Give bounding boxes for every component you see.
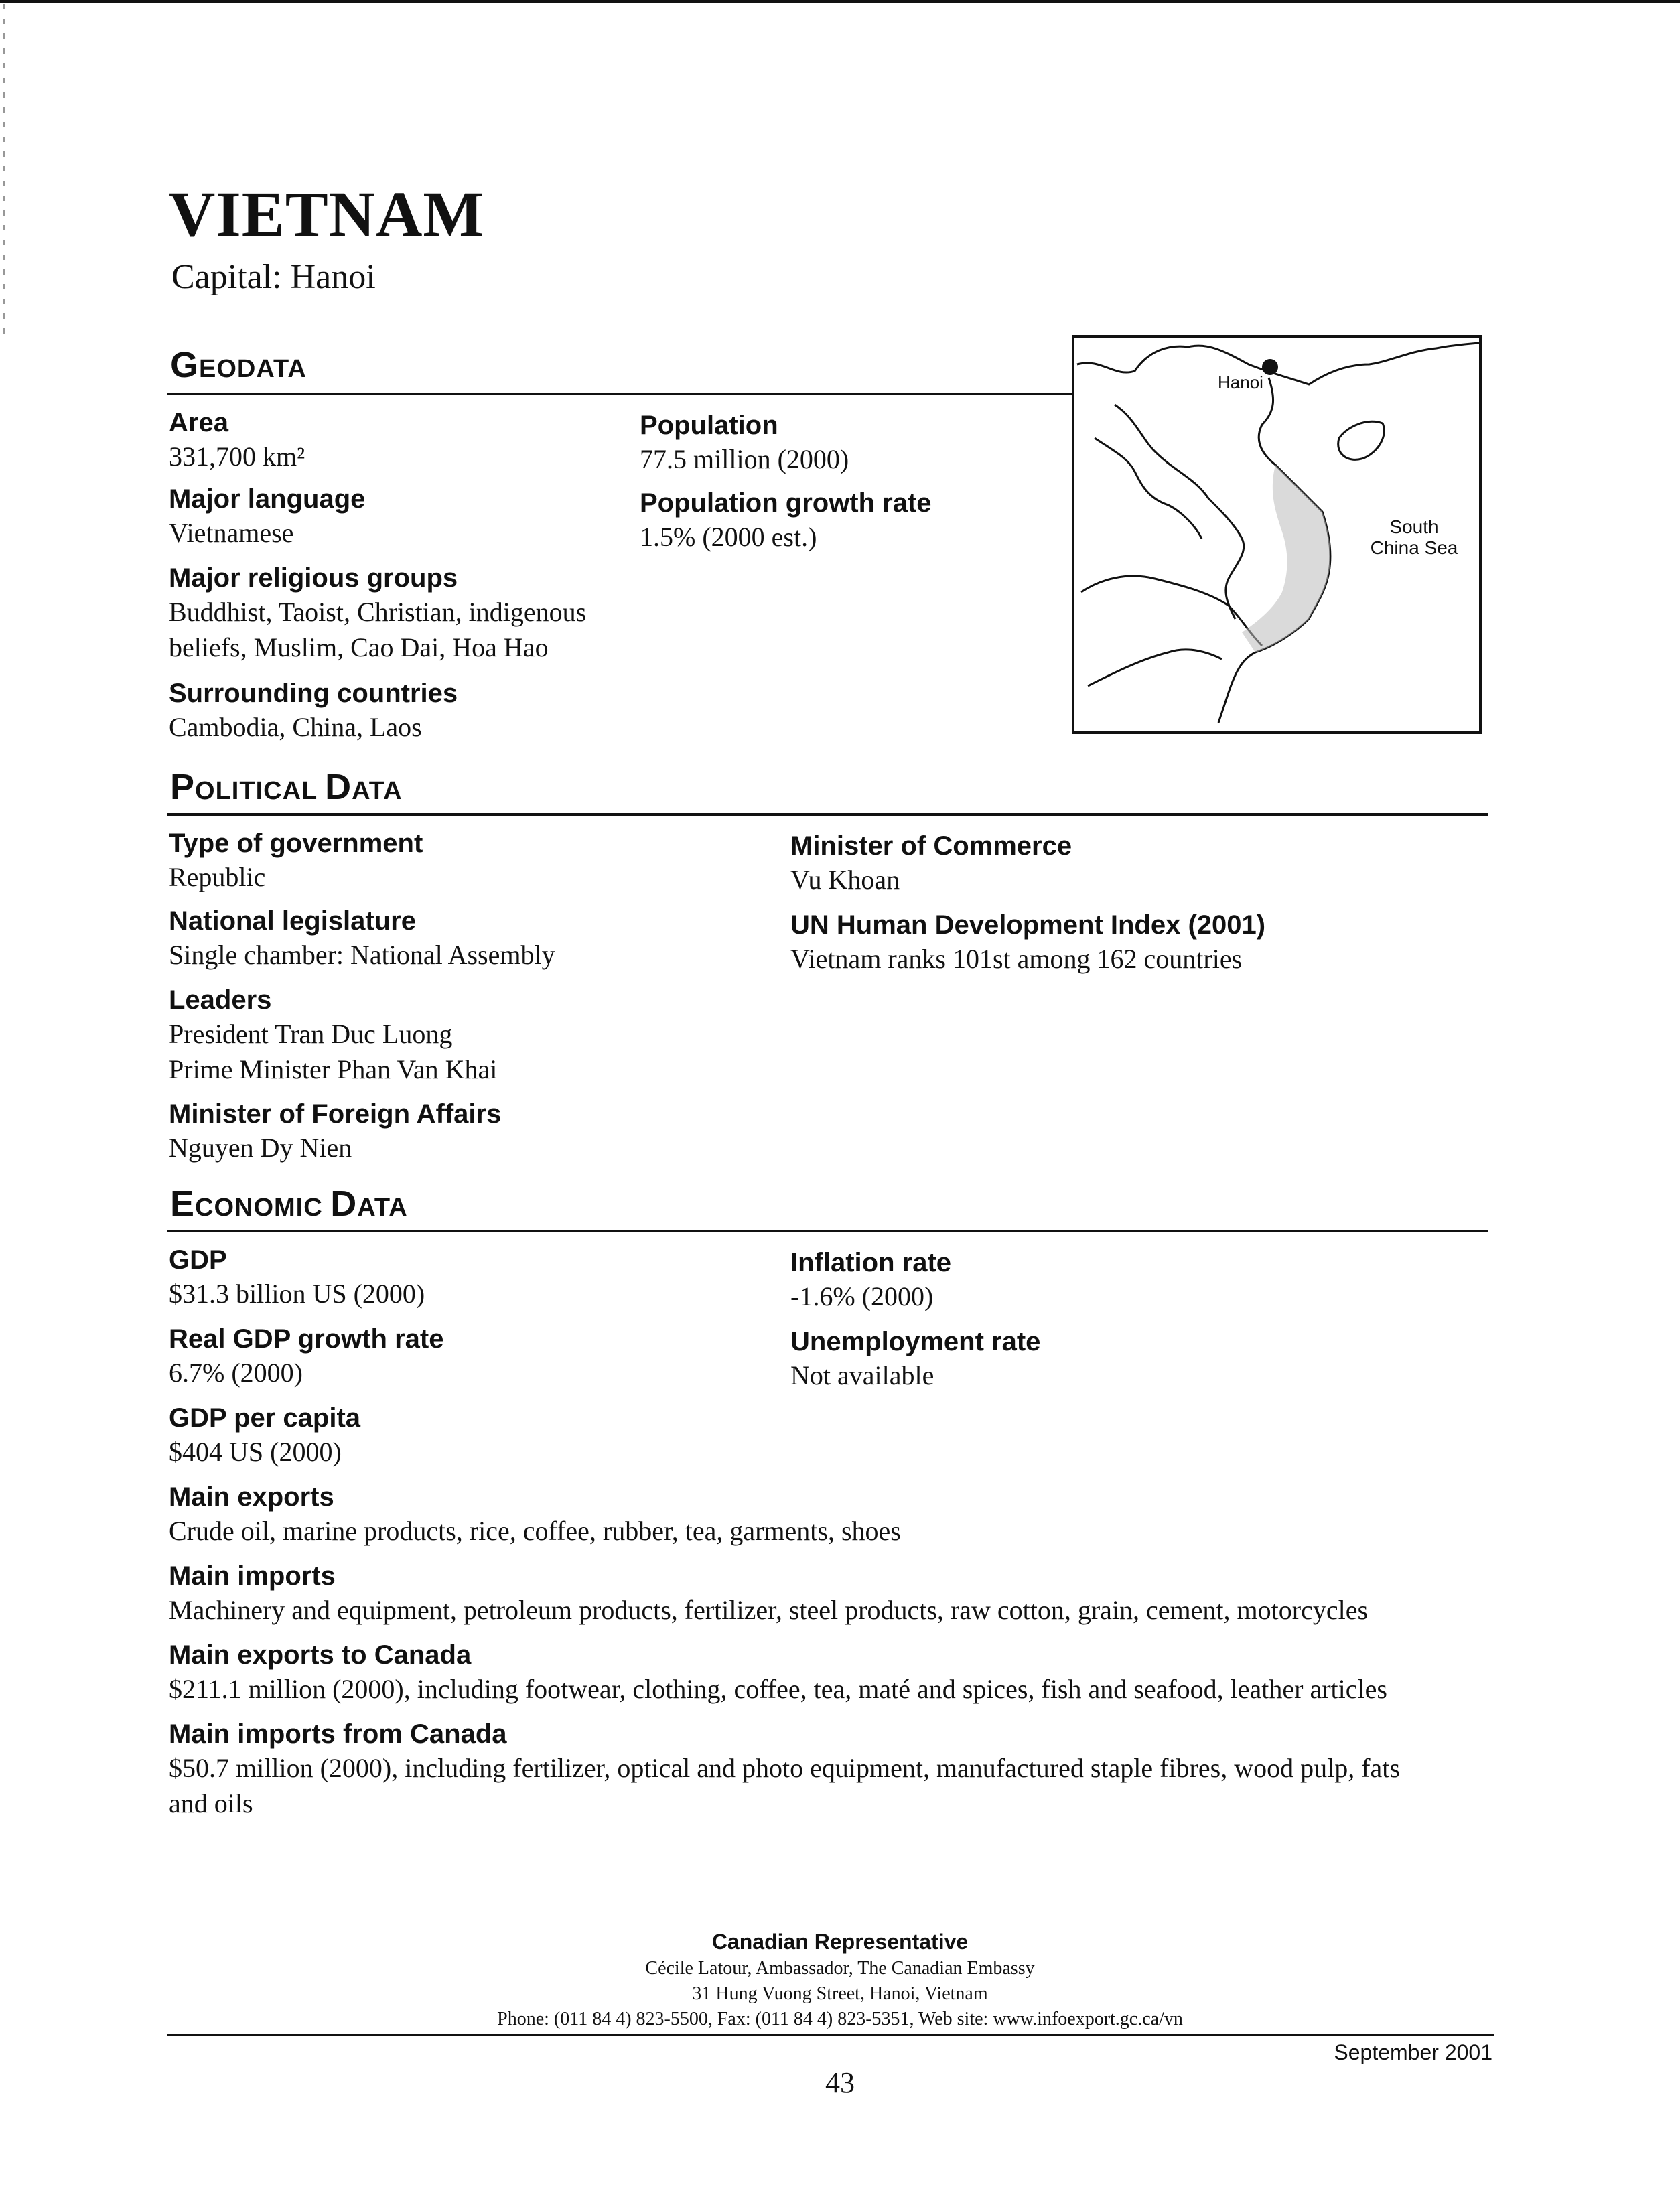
hdi-field [790, 910, 1265, 976]
legislature-field [169, 906, 555, 972]
political-heading-rest2: ATA [352, 777, 403, 805]
government-label: Type of government [169, 829, 423, 858]
population-label: Population [640, 411, 778, 440]
exports-canada-value: $211.1 million (2000), including footwear, clothing, coffee, tea, maté and spices, fish and seafood, leather articles [169, 1674, 1387, 1704]
area-field [169, 407, 305, 474]
political-heading [170, 769, 403, 805]
economic-heading-cap2: D [330, 1184, 358, 1224]
foreign-minister-label: Minister of Foreign Affairs [169, 1099, 502, 1129]
page-number: 43 [825, 2066, 855, 2099]
map-sea-label [1364, 517, 1464, 559]
economic-heading-rest2: ATA [357, 1194, 408, 1222]
inflation-value: -1.6% (2000) [790, 1281, 934, 1311]
imports-canada-value-line2: and oils [169, 1788, 253, 1819]
geodata-heading-cap: G [170, 345, 200, 385]
government-field [169, 828, 423, 894]
commerce-minister-value: Vu Khoan [790, 865, 900, 895]
area-value: 331,700 km² [169, 441, 305, 472]
unemployment-field [790, 1326, 1040, 1393]
footer-date: September 2001 [1334, 2040, 1492, 2064]
exports-canada-label: Main exports to Canada [169, 1640, 472, 1670]
gdp-per-capita-field [169, 1403, 360, 1469]
political-heading-cap1: P [170, 767, 196, 807]
page-title: VIETNAM [169, 178, 485, 250]
inflation-label: Inflation rate [790, 1248, 952, 1277]
commerce-minister-field [790, 831, 1072, 897]
footer-heading: Canadian Representative [711, 1930, 969, 1954]
real-gdp-growth-value: 6.7% (2000) [169, 1358, 303, 1388]
surrounding-value: Cambodia, China, Laos [169, 712, 422, 742]
commerce-minister-label: Minister of Commerce [790, 831, 1072, 861]
gdp-per-capita-label: GDP per capita [169, 1403, 361, 1433]
geodata-heading-rest: EODATA [199, 355, 307, 383]
political-heading-cap2: D [325, 767, 352, 807]
footer-ambassador: Cécile Latour, Ambassador, The Canadian Embassy [645, 1958, 1035, 1979]
language-value: Vietnamese [169, 518, 294, 548]
geodata-rule [167, 393, 1073, 395]
main-exports-value: Crude oil, marine products, rice, coffee, rubber, tea, garments, shoes [169, 1516, 901, 1546]
legislature-label: National legislature [169, 906, 416, 936]
growth-field [640, 488, 932, 554]
gdp-per-capita-value: $404 US (2000) [169, 1437, 342, 1467]
surrounding-field [169, 678, 458, 744]
economic-heading [170, 1186, 408, 1222]
hdi-label: UN Human Development Index (2001) [790, 910, 1266, 940]
imports-canada-label: Main imports from Canada [169, 1719, 507, 1749]
footer-rule [167, 2034, 1494, 2036]
scan-edge-mark [3, 4, 5, 339]
religion-label: Major religious groups [169, 563, 458, 593]
imports-canada-field [169, 1719, 1400, 1821]
main-exports-label: Main exports [169, 1482, 334, 1512]
main-exports-field [169, 1482, 901, 1548]
language-field [169, 484, 365, 550]
religion-value-line1: Buddhist, Taoist, Christian, indigenous [169, 597, 587, 627]
gdp-field [169, 1244, 425, 1311]
surrounding-label: Surrounding countries [169, 679, 458, 708]
main-imports-value: Machinery and equipment, petroleum products, fertilizer, steel products, raw cotton, grain, cement, motorcycles [169, 1595, 1369, 1625]
footer-contact: Phone: (011 84 4) 823-5500, Fax: (011 84 4) 823-5351, Web site: www.infoexport.gc.ca/vn [497, 2009, 1183, 2030]
population-value: 77.5 million (2000) [640, 444, 849, 474]
government-value: Republic [169, 862, 266, 892]
foreign-minister-value: Nguyen Dy Nien [169, 1133, 352, 1163]
gdp-label: GDP [169, 1245, 227, 1275]
main-imports-field [169, 1561, 1368, 1627]
economic-rule [167, 1230, 1488, 1232]
religion-field [169, 563, 586, 664]
page-subtitle: Capital: Hanoi [171, 258, 376, 296]
imports-canada-value-line1: $50.7 million (2000), including fertilizer, optical and photo equipment, manufactured staple fibres, wood pulp, fats [169, 1753, 1400, 1783]
area-label: Area [169, 408, 228, 437]
foreign-minister-field [169, 1098, 501, 1165]
unemployment-label: Unemployment rate [790, 1327, 1041, 1356]
top-border-rule [0, 0, 1680, 3]
hdi-value: Vietnam ranks 101st among 162 countries [790, 944, 1243, 974]
economic-heading-cap1: E [170, 1184, 196, 1224]
population-field [640, 410, 849, 476]
map-sea-label-line2: China Sea [1370, 537, 1458, 558]
language-label: Major language [169, 484, 366, 514]
real-gdp-growth-field [169, 1324, 443, 1390]
leaders-label: Leaders [169, 985, 272, 1015]
main-imports-label: Main imports [169, 1561, 336, 1591]
growth-value: 1.5% (2000 est.) [640, 522, 817, 552]
political-heading-rest1: OLITICAL [195, 777, 318, 805]
leaders-value-line2: Prime Minister Phan Van Khai [169, 1054, 498, 1084]
growth-label: Population growth rate [640, 488, 932, 518]
real-gdp-growth-label: Real GDP growth rate [169, 1324, 444, 1354]
leaders-value-line1: President Tran Duc Luong [169, 1019, 453, 1049]
map-hanoi-label: Hanoi [1218, 372, 1263, 393]
inflation-field [790, 1247, 951, 1313]
leaders-field [169, 985, 497, 1086]
footer-address: 31 Hung Vuong Street, Hanoi, Vietnam [692, 1983, 988, 2004]
exports-canada-field [169, 1640, 1387, 1706]
unemployment-value: Not available [790, 1360, 934, 1391]
geodata-heading [170, 347, 307, 383]
economic-heading-rest1: CONOMIC [195, 1194, 323, 1222]
gdp-value: $31.3 billion US (2000) [169, 1279, 425, 1309]
legislature-value: Single chamber: National Assembly [169, 940, 555, 970]
religion-value-line2: beliefs, Muslim, Cao Dai, Hoa Hao [169, 632, 549, 662]
vietnam-map [1072, 335, 1482, 734]
map-sea-label-line1: South [1389, 516, 1439, 537]
political-rule [167, 813, 1488, 816]
